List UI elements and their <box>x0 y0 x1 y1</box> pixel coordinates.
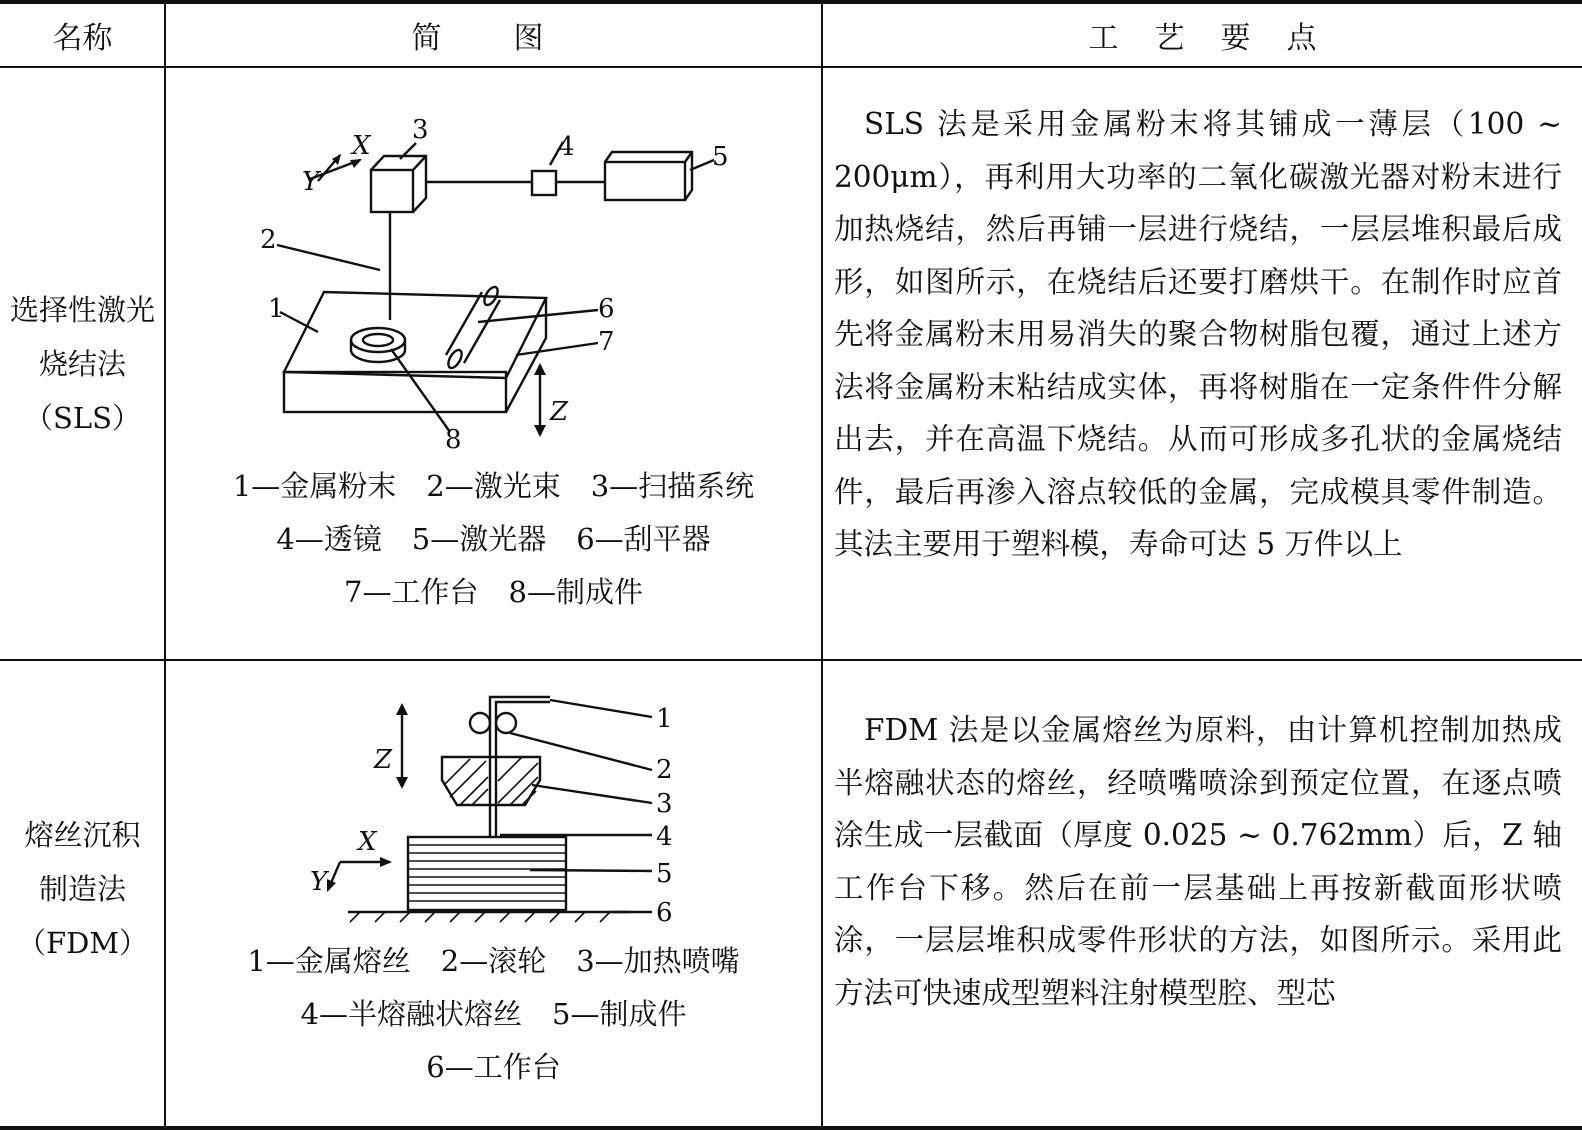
sls-label-8: 8 <box>445 425 462 455</box>
sls-legend <box>166 460 821 619</box>
legend-item: 5—制成件 <box>552 997 687 1031</box>
fdm-axis-x: X <box>358 827 377 857</box>
fdm-label-3: 3 <box>656 789 673 819</box>
sls-label-2: 2 <box>260 225 277 255</box>
header-process-points: 工艺要点 <box>1088 21 1353 56</box>
fdm-label-2: 2 <box>656 755 673 785</box>
legend-item: 4—半熔融状熔丝 <box>300 997 522 1031</box>
col-divider-2 <box>821 2 823 1128</box>
header-name: 名称 <box>52 21 113 56</box>
legend-item: 8—制成件 <box>508 575 643 609</box>
sls-diagram <box>240 110 760 460</box>
fdm-axis-y: Y <box>310 867 328 897</box>
row-divider <box>0 659 1582 661</box>
legend-item: 2—滚轮 <box>440 944 547 978</box>
sls-label-4: 4 <box>558 132 575 162</box>
fdm-label-6: 6 <box>656 898 673 928</box>
legend-item: 6—工作台 <box>426 1050 561 1084</box>
sls-axis-y: Y <box>302 167 320 197</box>
sls-label-3: 3 <box>412 115 429 145</box>
legend-item: 3—扫描系统 <box>590 469 755 503</box>
legend-item: 1—金属粉末 <box>232 469 397 503</box>
sls-label-7: 7 <box>598 327 615 357</box>
sls-axis-x: X <box>352 131 371 161</box>
fdm-label-5: 5 <box>656 859 673 889</box>
fdm-label-1: 1 <box>656 704 673 734</box>
row-fdm-name: 熔丝沉积 制造法 （FDM） <box>16 818 149 960</box>
table-bottom-border <box>0 1126 1582 1130</box>
fdm-legend <box>166 935 821 1094</box>
legend-item: 4—透镜 <box>276 522 382 556</box>
fdm-axis-z: Z <box>374 745 393 775</box>
fdm-label-4: 4 <box>656 822 673 852</box>
legend-item: 6—刮平器 <box>576 522 711 556</box>
legend-item: 5—激光器 <box>411 522 547 556</box>
fdm-diagram <box>300 685 720 935</box>
fdm-description: FDM 法是以金属熔丝为原料，由计算机控制加热成半熔融状态的熔丝，经喷嘴喷涂到预定位置，在逐点喷涂生成一层截面（厚度 0.025 ~ 0.762mm）后，Z 轴工作台下移。然后在前一层基础上再按新截面形状喷涂，一层层堆积成零件形状的方法，如图所示。采用此方法可快速成型塑料注射模型腔、型芯 <box>834 713 1562 1010</box>
sls-description: SLS 法是采用金属粉末将其铺成一薄层（100 ~ 200μm），再利用大功率的二氧化碳激光器对粉末进行加热烧结，然后再铺一层进行烧结，一层层堆积最后成形，如图所示，在烧结后还要打磨烘干。在制作时应首先将金属粉末用易消失的聚合物树脂包覆，通过上述方法将金属粉末粘结成实体，再将树脂在一定条件件分解出去，并在高温下烧结。从而可形成多孔状的金属烧结件，最后再渗入溶点较低的金属，完成模具零件制造。其法主要用于塑料模，寿命可达 5 万件以上 <box>834 107 1562 561</box>
sls-label-1: 1 <box>268 294 285 324</box>
sls-label-6: 6 <box>598 294 615 324</box>
header-diagram: 简图 <box>411 21 616 56</box>
sls-label-5: 5 <box>712 142 729 172</box>
legend-item: 7—工作台 <box>344 575 479 609</box>
legend-item: 2—激光束 <box>426 469 561 503</box>
row-sls-name: 选择性激光 烧结法 （SLS） <box>9 293 155 435</box>
sls-axis-z: Z <box>550 397 569 427</box>
legend-item: 1—金属熔丝 <box>247 944 411 978</box>
legend-item: 3—加热喷嘴 <box>576 944 740 978</box>
header-divider <box>0 66 1582 68</box>
